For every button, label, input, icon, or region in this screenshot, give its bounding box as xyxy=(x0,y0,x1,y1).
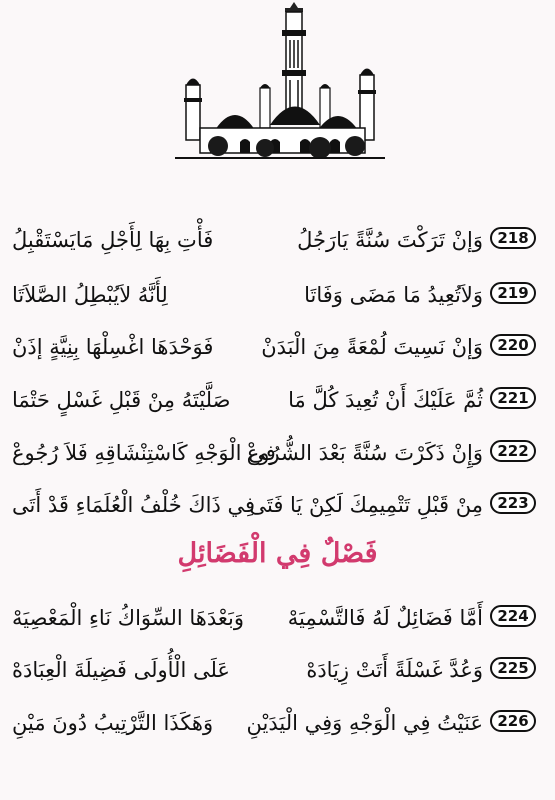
verse-number-badge: 225 xyxy=(490,657,536,679)
verse-second-hemistich: وَهَكَذَا التَّرْتِيبُ دُونَ مَيْنِ xyxy=(12,711,214,735)
verse-first-hemistich: وَلاَتُعِيدُ مَا مَضَى وَفَاتَا xyxy=(304,283,483,307)
verse-second-hemistich: فِي ذَاكَ خُلْفُ الْعُلَمَاءِ قَدْ أَتَى xyxy=(12,493,256,517)
verse-row xyxy=(0,327,555,367)
verse-second-hemistich: فَأْتِ بِهَا لِأَجْلِ مَايَسْتَقْبِلُ xyxy=(12,228,214,252)
verse-row xyxy=(0,703,555,743)
verse-row xyxy=(0,650,555,690)
verse-number-badge: 223 xyxy=(490,492,536,514)
verse-row xyxy=(0,275,555,315)
mosque-illustration-icon xyxy=(170,0,390,165)
verse-number-badge: 224 xyxy=(490,605,536,627)
verse-number-badge: 218 xyxy=(490,227,536,249)
verse-first-hemistich: وَعُدَّ غَسْلَةً أَتَتْ زِيَادَهْ xyxy=(306,658,483,682)
verse-first-hemistich: مِنْ قَبْلِ تَتْمِيمِكَ لَكِنْ يَا فَتَى xyxy=(249,493,483,517)
verse-first-hemistich: أَمَّا فَضَائِلٌ لَهُ فَالتَّسْمِيَهْ xyxy=(287,606,483,630)
verse-first-hemistich: وَإنْ تَرَكْتَ سُنَّةً يَارَجُلُ xyxy=(297,228,483,252)
verse-first-hemistich: ثُمَّ عَلَيْكَ أَنْ تُعِيدَ كُلَّ مَا xyxy=(288,388,483,412)
verse-number-badge: 222 xyxy=(490,440,536,462)
verse-row xyxy=(0,220,555,260)
verse-row xyxy=(0,485,555,525)
verse-second-hemistich: فَوَحْدَهَا اغْسِلْهَا بِنِيَّةٍ إذَنْ xyxy=(12,335,214,359)
verse-second-hemistich: وَبَعْدَهَا السِّوَاكُ نَاءِ الْمَعْصِيَهْ xyxy=(12,606,245,630)
verse-second-hemistich: صَلَّيْتَهُ مِنْ قَبْلِ غَسْلٍ حَتْمَا xyxy=(12,388,231,412)
verse-first-hemistich: وَإنْ نَسِيتَ لُمْعَةً مِنَ الْبَدَنْ xyxy=(261,335,483,359)
verse-second-hemistich: فِي الْوَجْهِ كَاسْتِنْشَاقِهِ فَلاَ رُجُوعْ xyxy=(12,441,276,465)
verse-first-hemistich: عَنَيْتُ فِي الْوَجْهِ وَفِي الْيَدَيْنِ xyxy=(246,711,483,735)
verse-row xyxy=(0,380,555,420)
verse-number-badge: 219 xyxy=(490,282,536,304)
verse-second-hemistich: عَلَى الْأُولَى فَضِيلَةَ الْعِبَادَهْ xyxy=(12,658,230,682)
verse-row xyxy=(0,598,555,638)
verse-number-badge: 226 xyxy=(490,710,536,732)
verse-second-hemistich: لِأَنَّهُ لاَيُبْطِلُ الصَّلاَتَا xyxy=(12,283,168,307)
verse-first-hemistich: وَإِنْ ذَكَرْتَ سُنَّةً بَعْدَ الشُّرُوعْ xyxy=(246,441,483,465)
section-title: فَصْلٌ فِي الْفَضَائِلِ xyxy=(177,538,378,569)
verse-number-badge: 221 xyxy=(490,387,536,409)
verse-row xyxy=(0,433,555,473)
verse-number-badge: 220 xyxy=(490,334,536,356)
